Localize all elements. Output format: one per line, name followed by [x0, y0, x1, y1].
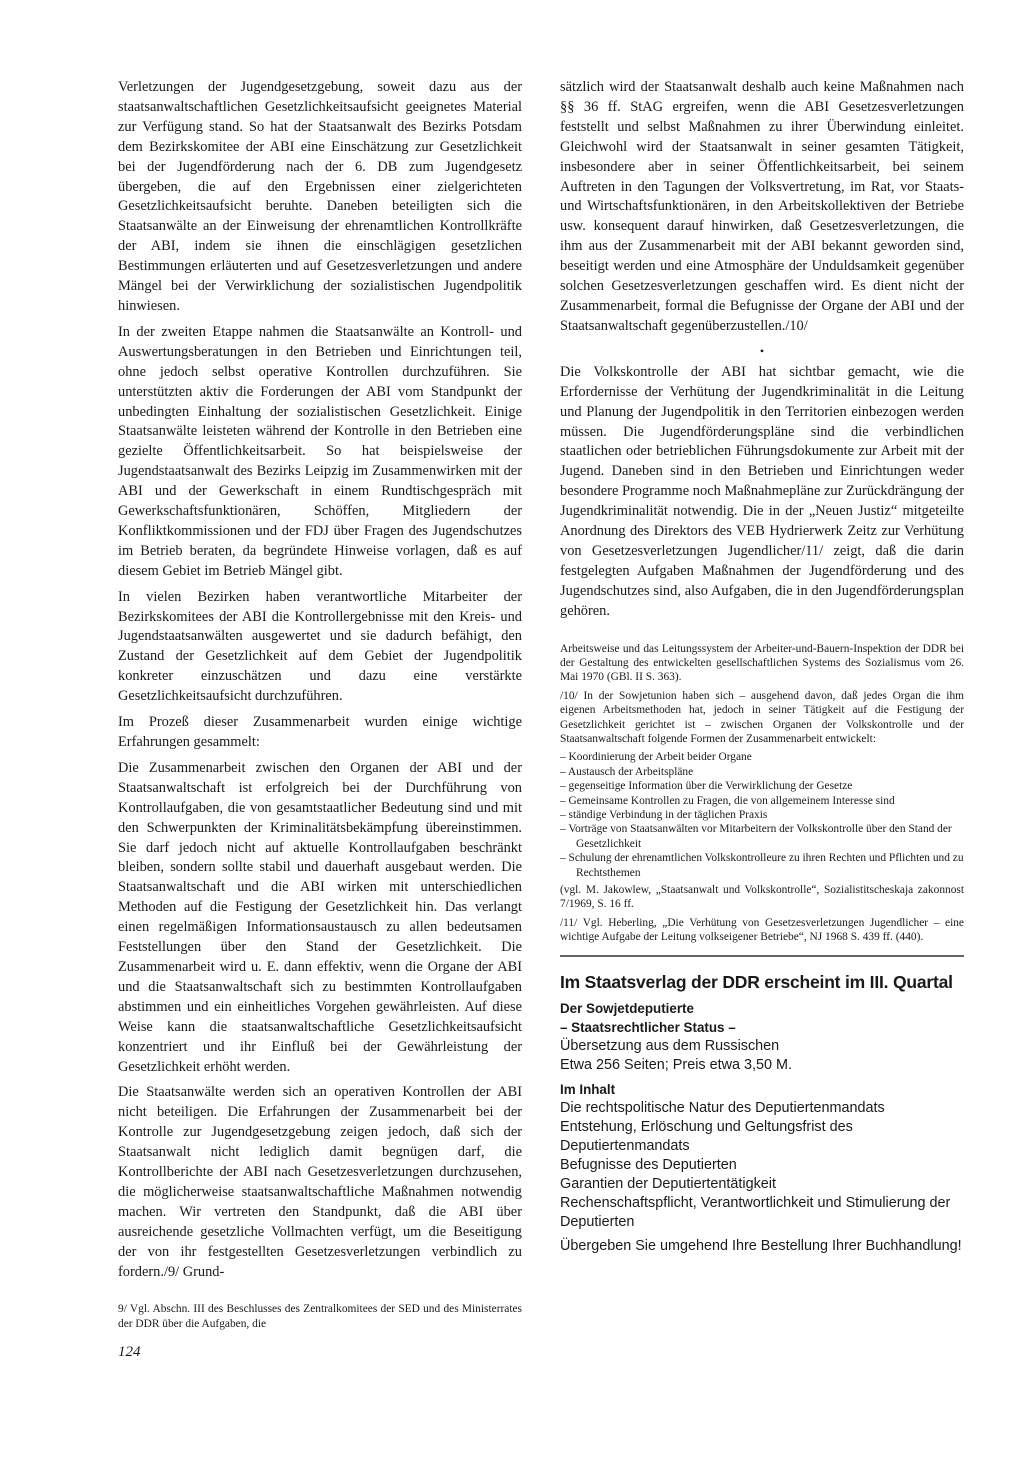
- paragraph: Die Zusammenarbeit zwischen den Organen der ABI und der Staatsanwaltschaft ist erfolgreich bei der Durchführung von Kontrollaufgaben, die von gesamtstaatlicher Bedeutung sind und mit den Schwerpunkten der Kriminalitätsbekämpfung übereinstimmen. Sie darf jedoch nicht auf aktuelle Kontrollaufgaben beschränkt bleiben, sondern sollte stabil und dauerhaft ausgebaut werden. Die Staatsanwaltschaft und die ABI wirken mit unterschiedlichen Methoden auf die Festigung der Gesetzlichkeit hin. Das verlangt einen regelmäßigen Informationsaustausch zu allen bedeutsamen Feststellungen über den Stand der Gesetzlichkeit. Die Zusammenarbeit wird u. E. dann effektiv, wenn die Organe der ABI und die Staatsanwaltschaft sich zu bestimmten Kontrollaufgaben abstimmen und ein einheitliches Vorgehen gewährleisten. Auf diese Weise kann die staatsanwaltschaftliche Gesetzlichkeitsaufsicht konzentriert und ihr Einfluß bei der Gewährleistung der Gesetzlichkeit erhöht werden.: [118, 759, 522, 1075]
- right-column: [560, 78, 964, 1256]
- paragraph: Verletzungen der Jugendgesetzgebung, soweit dazu aus der staatsanwaltschaftlichen Gesetzlichkeitsaufsicht geeignetes Material zur Verfügung stand. So hat der Staatsanwalt des Bezirks Potsdam dem Bezirkskomitee der ABI eine Einschätzung zur Gesetzlichkeit bei der Jugendförderung nach der 6. DB zum Jugendgesetz übergeben, die auf den Ergebnissen einer zielgerichteten Gesetzlichkeitsaufsicht beruhte. Daneben beteiligten sich die Staatsanwälte an der Einweisung der ehrenamtlichen Kontrollkräfte der ABI, indem sie ihnen die einschlägigen gesetzlichen Bestimmungen erläuterten und auf Gesetzesverletzungen und andere Mängel bei der Verwirklichung der sozialistischen Jugendpolitik hinwiesen.: [118, 79, 522, 314]
- advertisement-title: Im Staatsverlag der DDR erscheint im III. Quartal: [560, 971, 953, 992]
- left-column: [118, 78, 522, 1335]
- order-call-to-action: Übergeben Sie umgehend Ihre Bestellung Ihrer Buchhandlung!: [560, 1237, 962, 1254]
- contents-heading: Im Inhalt: [560, 1081, 616, 1097]
- advertisement: [560, 971, 964, 1256]
- contents-item: Die rechtspolitische Natur des Deputiertenmandats: [560, 1099, 885, 1116]
- footnote-9: 9/ Vgl. Abschn. III des Beschlusses des Zentralkomitees der SED und des Ministerrates der DDR über die Aufgaben, die: [118, 1303, 522, 1330]
- paragraph: Die Volkskontrolle der ABI hat sichtbar gemacht, wie die Erfordernisse der Verhütung der Jugendkriminalität in die Leitung und Planung der Jugendpolitik in den Territorien einbezogen werden müssen. Die Jugendförderungspläne sind die verbindlichen staatlichen oder betrieblichen Führungsdokumente zur Arbeit mit der Jugend. Daneben sind in den Betrieben und Einrichtungen weder besondere Programme noch Maßnahmepläne zur Zurückdrängung der Jugendkriminalität notwendig. Die in der „Neuen Justiz“ mitgeteilte Anordnung des Direktors des VEB Hydrierwerk Zeitz zur Verhütung von Gesetzesverletzungen Jugendlicher/11/ zeigt, daß die darin festgelegten Aufgaben Maßnahmen der Jugendförderung und des Jugendschutzes sind, also Aufgaben, die in den Jugendförderungsplan gehören.: [560, 363, 964, 619]
- contents-item: Garantien der Deputiertentätigkeit: [560, 1175, 776, 1192]
- paragraph: In der zweiten Etappe nahmen die Staatsanwälte an Kontroll- und Auswertungsberatungen in den Betrieben und Einrichtungen teil, ohne jedoch selbst operative Kontrollen durchzuführen. Sie unterstützten aktiv die Forderungen der ABI vom Standpunkt der unbedingten Einhaltung der sozialistischen Gesetzlichkeit. Einige Staatsanwälte leisteten während der Kontrolle in den Betrieben eine gezielte Öffentlichkeitsarbeit. So hat beispielsweise der Jugendstaatsanwalt des Bezirks Leipzig im Zusammenwirken mit der ABI und der Gewerkschaft in einem Rundtischgespräch mit Gewerkschaftsfunktionären, Schöffen, Mitgliedern der Konfliktkommissionen und der FDJ über Fragen des Jugendschutzes im Betrieb beraten, da begründete Hinweise vorlagen, daß es auf diesem Gebiet im Betrieb Mängel gibt.: [118, 323, 522, 579]
- paragraph: sätzlich wird der Staatsanwalt deshalb auch keine Maßnahmen nach §§ 36 ff. StAG ergreifen, wenn die ABI Gesetzesverletzungen feststellt und selbst Maßnahmen zu ihrer Überwindung einleitet. Gleichwohl wird der Staatsanwalt in seiner gesamten Tätigkeit, insbesondere aber in seiner Öffentlichkeitsarbeit, bei seinem Auftreten in den Tagungen der Volksvertretung, im Rat, vor Staats- und Wirtschaftsfunktionären, in den Arbeitskollektiven der Betriebe usw. konsequent darauf hinwirken, daß Gesetzesverletzungen, die ihm aus der Zusammenarbeit mit der ABI bekannt geworden sind, beseitigt werden und eine Atmosphäre der Unduldsamkeit gegenüber solchen Gesetzesverletzungen geschaffen wird. Es dient nicht der Zusammenarbeit, formal die Befugnisse der Organe der ABI und der Staatsanwaltschaft gegenüberzustellen./10/: [560, 79, 964, 334]
- footnote-10: /10/ In der Sowjetunion haben sich – ausgehend davon, daß jedes Organ die ihm eigenen Arbeitsmethoden hat, jedoch in seiner Tätigkeit auf die Festigung der Gesetzlichkeit gerichtet ist – zwischen Organen der Volkskontrolle und der Staatsanwaltschaft folgende Formen der Zusammenarbeit entwickelt:: [560, 689, 964, 745]
- contents-item: Befugnisse des Deputierten: [560, 1156, 737, 1173]
- spacer: [118, 1288, 522, 1302]
- book-title: Der Sowjetdeputierte: [560, 1000, 694, 1016]
- page-number: 124: [118, 1344, 141, 1360]
- list-item: – Austausch der Arbeitspläne: [560, 765, 694, 778]
- footnote-9-continuation: Arbeitsweise und das Leitungssystem der Arbeiter-und-Bauern-Inspektion der DDR bei der Gestaltung des entwickelten gesellschaftlichen Systems des Sozialismus vom 26. Mai 1970 (GBl. II S. 363).: [560, 642, 964, 684]
- book-translation-note: Übersetzung aus dem Russischen: [560, 1037, 780, 1054]
- section-separator: •: [759, 343, 765, 358]
- list-item: – Koordinierung der Arbeit beider Organe: [560, 751, 752, 764]
- spacer: [560, 628, 964, 642]
- contents-item: Rechenschaftspflicht, Verantwortlichkeit und Stimulierung der Deputierten: [560, 1194, 951, 1230]
- footnote-10-list: [560, 750, 964, 880]
- contents-item: Entstehung, Erlöschung und Geltungsfrist des Deputiertenmandats: [560, 1118, 853, 1154]
- paragraph: Im Prozeß dieser Zusammenarbeit wurden einige wichtige Erfahrungen gesammelt:: [118, 714, 522, 750]
- list-item: – Gemeinsame Kontrollen zu Fragen, die von allgemeinem Interesse sind: [560, 794, 895, 807]
- book-subtitle: – Staatsrechtlicher Status –: [560, 1019, 736, 1035]
- advertisement-divider: [560, 955, 964, 957]
- paragraph: In vielen Bezirken haben verantwortliche Mitarbeiter der Bezirkskomitees der ABI die Kontrollergebnisse mit den Kreis- und Jugendstaatsanwälten ausgewertet und sie dadurch befähigt, den Zustand der Gesetzlichkeit auf dem Gebiet der Jugendpolitik konkreter einzuschätzen und dazu eine verstärkte Gesetzlichkeitsaufsicht durchzuführen.: [118, 588, 522, 705]
- footnote-10-source: (vgl. M. Jakowlew, „Staatsanwalt und Volkskontrolle“, Sozialistitscheskaja zakonnost 7/1969, S. 16 ff.: [560, 884, 964, 911]
- list-item: – ständige Verbindung in der täglichen Praxis: [560, 809, 768, 822]
- list-item: – Schulung der ehrenamtlichen Volkskontrolleure zu ihren Rechten und Pflichten und zu Rechtsthemen: [560, 852, 964, 879]
- book-details: Etwa 256 Seiten; Preis etwa 3,50 M.: [560, 1056, 792, 1073]
- footnote-11: /11/ Vgl. Heberling, „Die Verhütung von Gesetzesverletzungen Jugendlicher – eine wichtige Aufgabe der Leitung volkseigener Betriebe“, NJ 1968 S. 439 ff. (440).: [560, 916, 964, 944]
- paragraph: Die Staatsanwälte werden sich an operativen Kontrollen der ABI nicht beteiligen. Die Erfahrungen der Zusammenarbeit bei der Kontrolle zur Jugendgesetzgebung zeigen jedoch, daß sich der Staatsanwalt nicht lediglich damit begnügen darf, die Kontrollberichte der ABI nach Gesetzesverletzungen durchzusehen, die möglicherweise staatsanwaltschaftliche Maßnahmen notwendig machen. Wir vertreten den Standpunkt, daß die ABI über ausreichende gesetzliche Vollmachten verfügt, um die Beseitigung der von ihr festgestellten Gesetzesverletzungen verbindlich zu fordern./9/ Grund-: [118, 1084, 522, 1280]
- list-item: – Vorträge von Staatsanwälten vor Mitarbeitern der Volkskontrolle über den Stand der Gesetzlichkeit: [560, 823, 952, 850]
- list-item: – gegenseitige Information über die Verwirklichung der Gesetze: [560, 780, 853, 793]
